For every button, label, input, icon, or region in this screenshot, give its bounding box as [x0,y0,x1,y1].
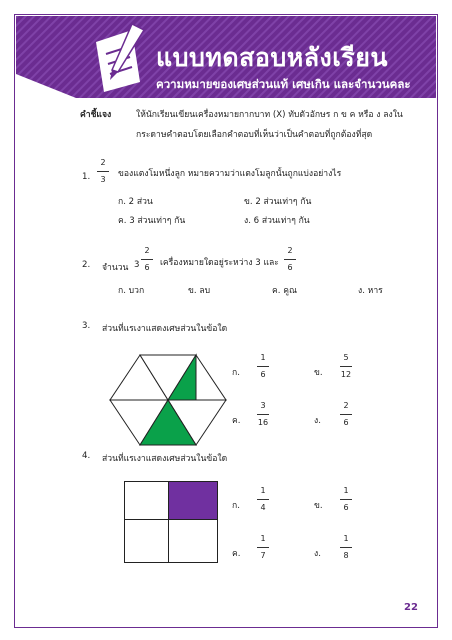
q3-option-d-label[interactable]: ง. [314,416,321,426]
q1-fraction [95,158,111,185]
q2-option-c[interactable]: ค. คูณ [272,286,297,296]
q3-option-a-denominator: 6 [260,370,266,379]
q4-option-c-denominator: 7 [260,551,266,560]
instructions-line-1: ให้นักเรียนเขียนเครื่องหมายกากบาท (X) ทับตัวอักษร ก ข ค หรือ ง ลงใน [136,110,403,120]
q4-option-a-numerator: 1 [260,486,266,495]
q3-option-b-denominator: 12 [340,370,352,379]
pencil-paper-icon [88,20,150,94]
q1-fraction-numerator: 2 [100,158,106,167]
grid-cell [124,481,170,521]
q3-text: ส่วนที่แรเงาแสดงเศษส่วนในข้อใด [102,324,228,334]
q3-option-b-label[interactable]: ข. [314,368,323,378]
q4-option-a-fraction[interactable] [255,486,271,513]
q2-text-b: เครื่องหมายใดอยู่ระหว่าง 3 และ [160,258,279,268]
q3-option-a-fraction[interactable] [255,353,271,380]
q3-option-a-numerator: 1 [260,353,266,362]
grid-cell [168,481,218,521]
q2-fraction-2 [282,246,298,273]
q4-text: ส่วนที่แรเงาแสดงเศษส่วนในข้อใด [102,454,228,464]
q2-text-a: จำนวน [102,263,129,273]
q4-option-d-fraction[interactable] [338,534,354,561]
q4-option-a-label[interactable]: ก. [232,501,240,511]
q4-option-c-numerator: 1 [260,534,266,543]
q4-option-c-fraction[interactable] [255,534,271,561]
q4-option-b-label[interactable]: ข. [314,501,323,511]
q1-fraction-denominator: 3 [100,175,106,184]
q2-fraction-2-numerator: 2 [287,246,293,255]
q4-option-d-label[interactable]: ง. [314,549,321,559]
q2-number: 2. [82,260,91,270]
instructions-line-2: กระดาษคำตอบโดยเลือกคำตอบที่เห็นว่าเป็นคำตอบที่ถูกต้องที่สุด [136,130,373,140]
q2-option-d[interactable]: ง. หาร [358,286,383,296]
header-banner [16,16,436,98]
q4-option-b-numerator: 1 [343,486,349,495]
q1-option-a[interactable]: ก. 2 ส่วน [118,197,153,207]
grid-cell [168,519,218,563]
q1-option-c[interactable]: ค. 3 ส่วนเท่าๆ กัน [118,216,186,226]
q3-option-c-label[interactable]: ค. [232,416,241,426]
q1-option-d[interactable]: ง. 6 ส่วนเท่าๆ กัน [244,216,310,226]
q3-option-d-denominator: 6 [343,418,349,427]
q4-option-c-label[interactable]: ค. [232,549,241,559]
q4-option-b-denominator: 6 [343,503,349,512]
q3-number: 3. [82,321,91,331]
grid-cell [124,519,170,563]
q2-whole-number: 3 [134,260,140,270]
q2-fraction-2-denominator: 6 [287,263,293,272]
q2-option-b[interactable]: ข. ลบ [188,286,211,296]
instructions-label: คำชี้แจง [80,110,112,120]
q3-option-d-fraction[interactable] [338,401,354,428]
q4-option-a-denominator: 4 [260,503,266,512]
q3-option-a-label[interactable]: ก. [232,368,240,378]
q4-number: 4. [82,451,91,461]
q3-option-c-denominator: 16 [257,418,269,427]
q1-option-b[interactable]: ข. 2 ส่วนเท่าๆ กัน [244,197,312,207]
q2-fraction-1 [139,246,155,273]
q1-text: ของแตงโมหนึ่งลูก หมายความว่าแตงโมลูกนั้นถูกแบ่งอย่างไร [118,169,342,179]
q3-option-b-fraction[interactable] [338,353,354,380]
q4-option-b-fraction[interactable] [338,486,354,513]
q3-option-d-numerator: 2 [343,401,349,410]
q2-fraction-1-denominator: 6 [144,263,150,272]
page-number: 22 [404,602,418,613]
q4-option-d-denominator: 8 [343,551,349,560]
q3-option-b-numerator: 5 [343,353,349,362]
q3-hexagon-figure [108,350,228,450]
page-subtitle: ความหมายของเศษส่วนแท้ เศษเกิน และจำนวนคละ [156,77,411,91]
q4-option-d-numerator: 1 [343,534,349,543]
q3-option-c-numerator: 3 [260,401,266,410]
page-title: แบบทดสอบหลังเรียน [156,43,388,72]
q3-option-c-fraction[interactable] [255,401,271,428]
q1-number: 1. [82,172,91,182]
q2-option-a[interactable]: ก. บวก [118,286,145,296]
q4-grid-figure [124,481,218,563]
q2-fraction-1-numerator: 2 [144,246,150,255]
